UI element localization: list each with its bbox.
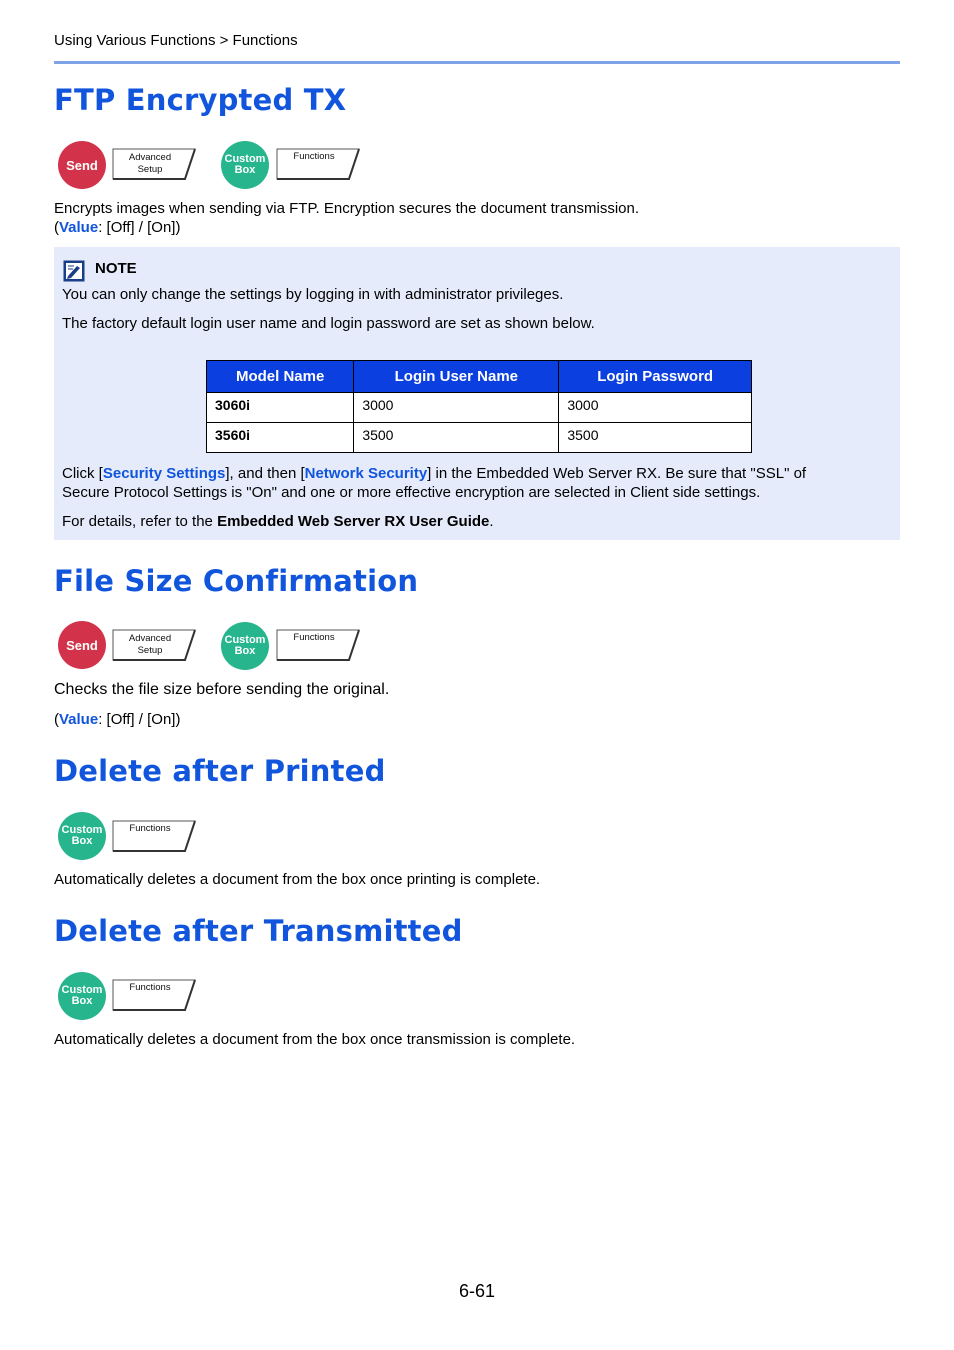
- custom-line2: Box: [234, 164, 256, 176]
- del-printed-description: Automatically deletes a document from the box once printing is complete.: [54, 871, 541, 888]
- security-settings-link[interactable]: Security Settings: [102, 465, 226, 482]
- send-button[interactable]: [58, 621, 106, 669]
- send-label: Send: [66, 157, 98, 173]
- note-pencil-icon: [63, 260, 85, 282]
- custom-line1: Custom: [224, 634, 266, 646]
- table-header: Login User Name: [354, 361, 559, 393]
- functions-label: Functions: [129, 982, 171, 993]
- page-number: 6-61: [458, 1281, 496, 1301]
- custom-line1: Custom: [224, 153, 266, 165]
- table-cell: 3060i: [207, 393, 354, 423]
- functions-tag: [112, 820, 196, 852]
- note-line2: The factory default login user name and login password are set as shown below.: [62, 315, 595, 332]
- login-credentials-table: [206, 360, 752, 453]
- heading-delete-after-printed: Delete after Printed: [54, 754, 386, 788]
- guide-title: Embedded Web Server RX User Guide: [217, 513, 490, 530]
- note-click-line2: Secure Protocol Settings is "On" and one or more effective encryption are selected in Client side settings.: [62, 484, 761, 501]
- del-transmitted-description: Automatically deletes a document from the box once transmission is complete.: [54, 1031, 576, 1048]
- custom-line2: Box: [71, 995, 93, 1007]
- network-security-link[interactable]: Network Security: [304, 465, 428, 482]
- functions-tag: [112, 979, 196, 1011]
- advanced-line1: Advanced: [128, 633, 172, 644]
- custom-box-button[interactable]: [221, 141, 269, 189]
- table-header: Model Name: [207, 361, 354, 393]
- value-keyword: Value: [59, 219, 99, 236]
- send-label: Send: [66, 637, 98, 653]
- note-line1: You can only change the settings by logging in with administrator privileges.: [62, 286, 564, 303]
- custom-line1: Custom: [61, 824, 103, 836]
- functions-label: Functions: [129, 823, 171, 834]
- advanced-line2: Setup: [137, 645, 163, 656]
- breadcrumb: Using Various Functions > Functions: [54, 32, 298, 49]
- custom-box-button[interactable]: [221, 622, 269, 670]
- ftp-value-line: (Value: [Off] / [On]): [54, 219, 181, 236]
- table-cell: 3000: [559, 393, 752, 423]
- send-button[interactable]: [58, 141, 106, 189]
- table-cell: 3000: [354, 393, 559, 423]
- custom-box-button[interactable]: [58, 812, 106, 860]
- custom-line1: Custom: [61, 984, 103, 996]
- heading-ftp-encrypted-tx: FTP Encrypted TX: [54, 83, 347, 117]
- note-details-line: For details, refer to the Embedded Web Server RX User Guide.: [62, 513, 494, 530]
- custom-line2: Box: [71, 835, 93, 847]
- filesize-value-line: (Value: [Off] / [On]): [54, 711, 181, 728]
- advanced-setup-tag: [112, 148, 196, 180]
- advanced-line2: Setup: [137, 164, 163, 175]
- table-header: Login Password: [559, 361, 752, 393]
- functions-label: Functions: [293, 632, 335, 643]
- functions-label: Functions: [293, 151, 335, 162]
- advanced-line1: Advanced: [128, 152, 172, 163]
- custom-line2: Box: [234, 645, 256, 657]
- value-keyword: Value: [59, 711, 99, 728]
- heading-delete-after-transmitted: Delete after Transmitted: [54, 914, 463, 948]
- advanced-setup-tag: [112, 629, 196, 661]
- functions-tag: [276, 148, 360, 180]
- filesize-description: Checks the file size before sending the original.: [54, 681, 390, 698]
- table-cell: 3560i: [207, 423, 354, 453]
- header-rule: [54, 61, 900, 64]
- table-row: [207, 393, 752, 423]
- ftp-description: Encrypts images when sending via FTP. Encryption secures the document transmission.: [54, 200, 639, 217]
- note-click-line: Click [Security Settings], and then [Network Security] in the Embedded Web Server RX. Be sure that "SSL" of: [62, 465, 807, 482]
- table-cell: 3500: [354, 423, 559, 453]
- heading-file-size-confirmation: File Size Confirmation: [54, 564, 419, 598]
- custom-box-button[interactable]: [58, 972, 106, 1020]
- functions-tag: [276, 629, 360, 661]
- table-row: [207, 423, 752, 453]
- table-cell: 3500: [559, 423, 752, 453]
- note-title: NOTE: [95, 260, 137, 277]
